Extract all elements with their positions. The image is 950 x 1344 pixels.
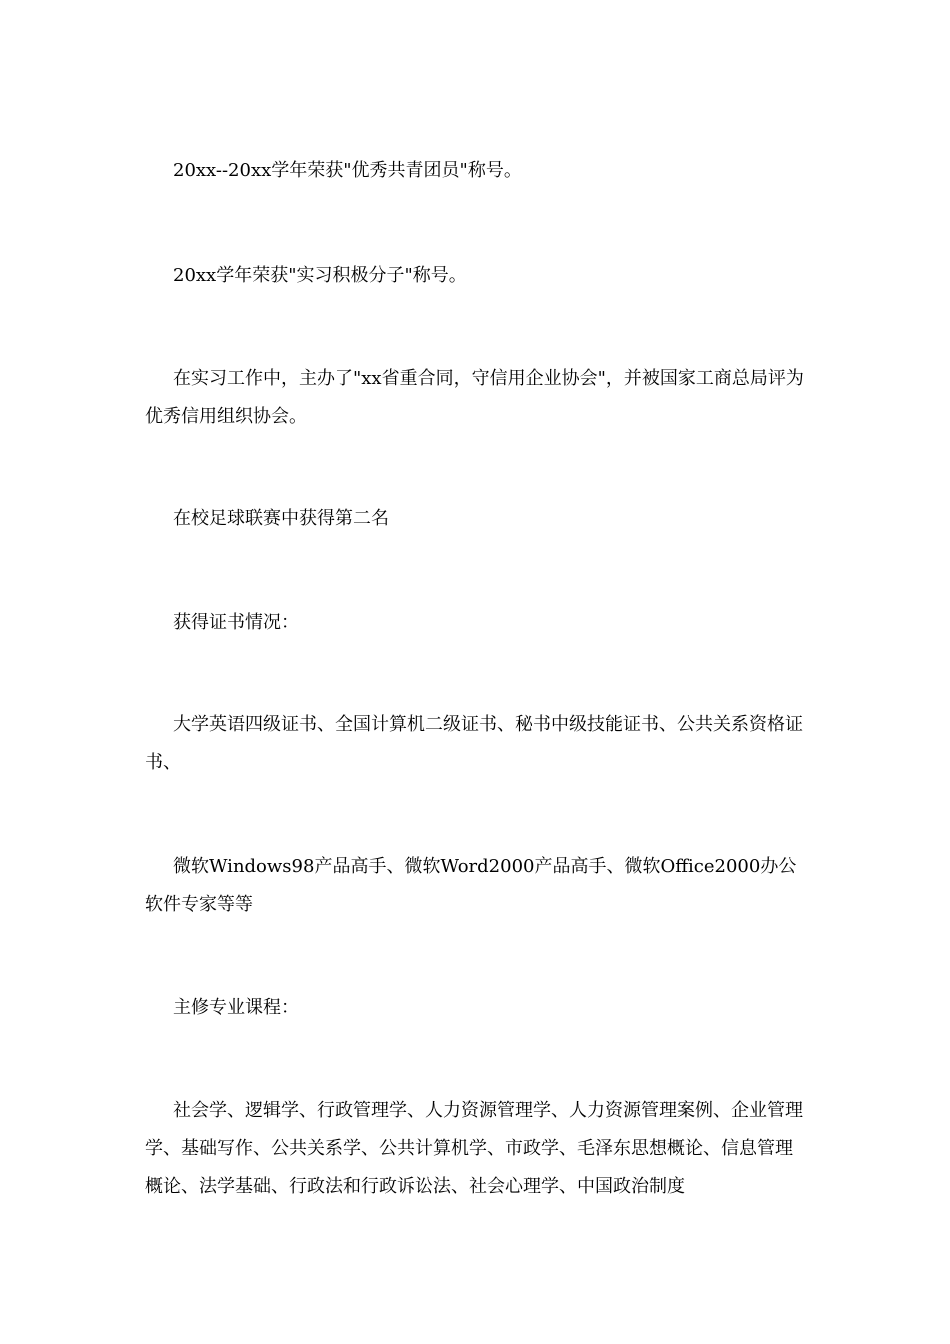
software-certificates-paragraph: 微软Windows98产品高手、微软Word2000产品高手、微软Office2000办公软件专家等等	[145, 856, 797, 915]
courses-list-paragraph: 社会学、逻辑学、行政管理学、人力资源管理学、人力资源管理案例、企业管理学、基础写作、公共关系学、公共计算机学、市政学、毛泽东思想概论、信息管理概论、法学基础、行政法和行政诉讼法、社会心理学、中国政治制度	[145, 1100, 803, 1197]
football-award-paragraph: 在校足球联赛中获得第二名	[173, 508, 389, 529]
certificates-list-paragraph: 大学英语四级证书、全国计算机二级证书、秘书中级技能证书、公共关系资格证书、	[145, 714, 803, 773]
courses-heading: 主修专业课程：	[173, 997, 299, 1018]
award-paragraph-internship: 20xx学年荣获"实习积极分子"称号。	[173, 265, 467, 286]
award-paragraph-youth-league: 20xx--20xx学年荣获"优秀共青团员"称号。	[173, 160, 522, 181]
internship-work-paragraph: 在实习工作中，主办了"xx省重合同，守信用企业协会"，并被国家工商总局评为优秀信用组织协会。	[145, 368, 804, 427]
certificates-heading: 获得证书情况：	[173, 612, 299, 633]
